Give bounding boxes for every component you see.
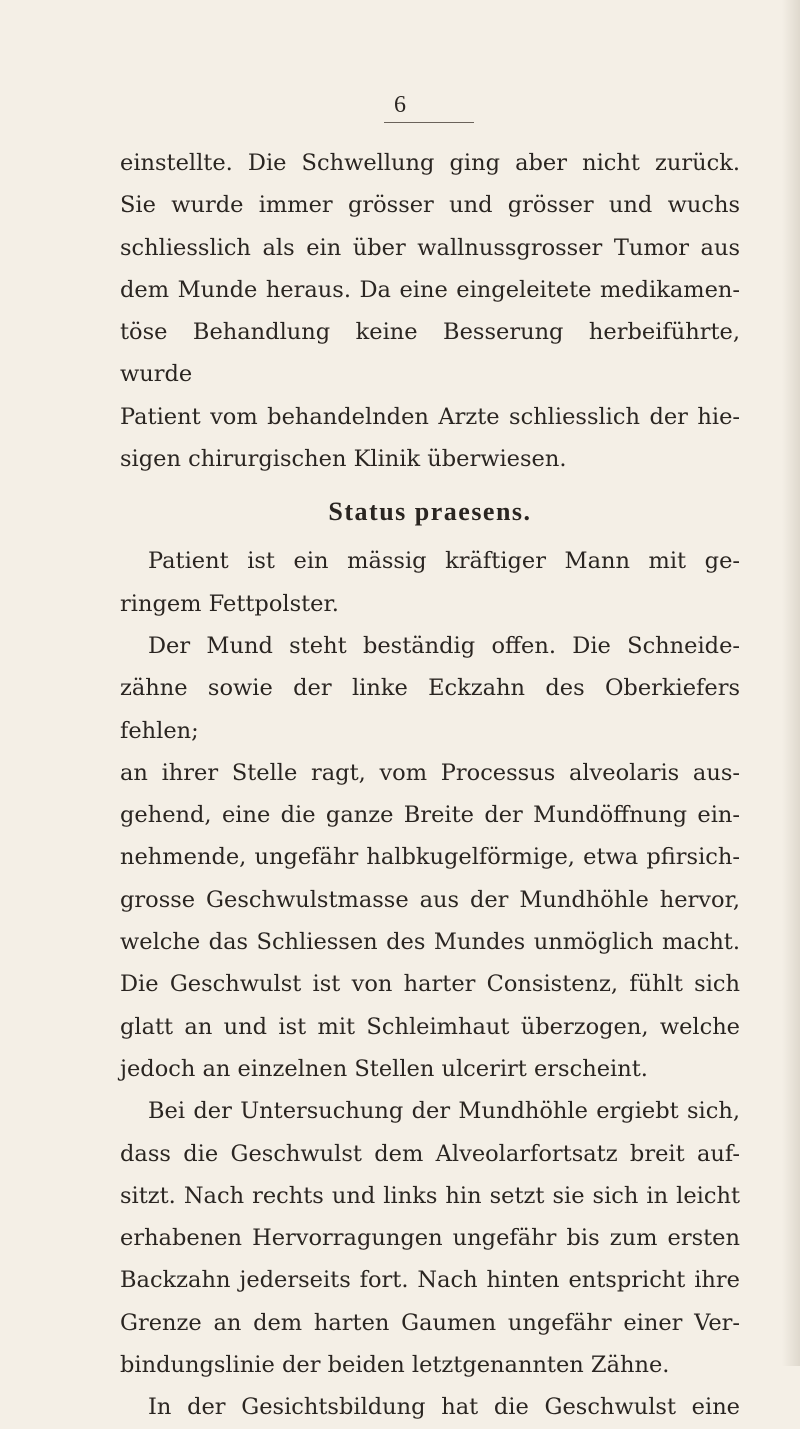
text-line: dass die Geschwulst dem Alveolarfortsatz breit auf- (120, 1140, 740, 1167)
text-line: bindungslinie der beiden letztgenannten Zähne. (120, 1352, 670, 1379)
text-line: Die Geschwulst ist von harter Consistenz, fühlt sich (120, 971, 740, 998)
text-line: grosse Geschwulstmasse aus der Mundhöhle hervor, (120, 886, 740, 913)
text-line: sitzt. Nach rechts und links hin setzt sie sich in leicht (120, 1182, 740, 1209)
text-line: Sie wurde immer grösser und grösser und wuchs (120, 192, 740, 219)
text-line: schliesslich als ein über wallnussgrosser Tumor aus (120, 234, 740, 261)
body-text (120, 142, 740, 1429)
text-line: gehend, eine die ganze Breite der Mundöffnung ein- (120, 802, 740, 829)
text-line: zähne sowie der linke Eckzahn des Oberkiefers fehlen; (120, 675, 740, 744)
text-line: Der Mund steht beständig offen. Die Schneide- (148, 632, 740, 659)
section-heading: Status praesens. (328, 497, 532, 527)
text-line: dem Munde heraus. Da eine eingeleitete medikamen- (120, 276, 740, 303)
text-line: jedoch an einzelnen Stellen ulcerirt erscheint. (120, 1055, 648, 1082)
text-line: töse Behandlung keine Besserung herbeiführte, wurde (120, 319, 740, 388)
text-line: einstellte. Die Schwellung ging aber nicht zurück. (120, 150, 740, 176)
text-line: nehmende, ungefähr halbkugelförmige, etwa pfirsich- (120, 844, 740, 871)
text-line: Patient vom behandelnden Arzte schliesslich der hie- (120, 403, 740, 430)
text-line: ringem Fettpolster. (120, 590, 339, 617)
text-line: welche das Schliessen des Mundes unmöglich macht. (120, 929, 740, 956)
text-line: erhabenen Hervorragungen ungefähr bis zum ersten (120, 1225, 740, 1252)
text-line: Patient ist ein mässig kräftiger Mann mit ge- (148, 548, 740, 575)
text-line: sigen chirurgischen Klinik überwiesen. (120, 446, 567, 473)
header-rule (384, 122, 474, 123)
text-line: Backzahn jederseits fort. Nach hinten entspricht ihre (120, 1267, 740, 1294)
page-edge-shadow (782, 0, 800, 1366)
text-line: In der Gesichtsbildung hat die Geschwulst eine (148, 1394, 740, 1421)
page-number: 6 (394, 92, 406, 118)
text-line: Bei der Untersuchung der Mundhöhle ergiebt sich, (148, 1098, 740, 1125)
text-line: an ihrer Stelle ragt, vom Processus alveolaris aus- (120, 759, 740, 786)
text-line: Grenze an dem harten Gaumen ungefähr einer Ver- (120, 1309, 740, 1336)
text-line: glatt an und ist mit Schleimhaut überzogen, welche (120, 1013, 740, 1040)
